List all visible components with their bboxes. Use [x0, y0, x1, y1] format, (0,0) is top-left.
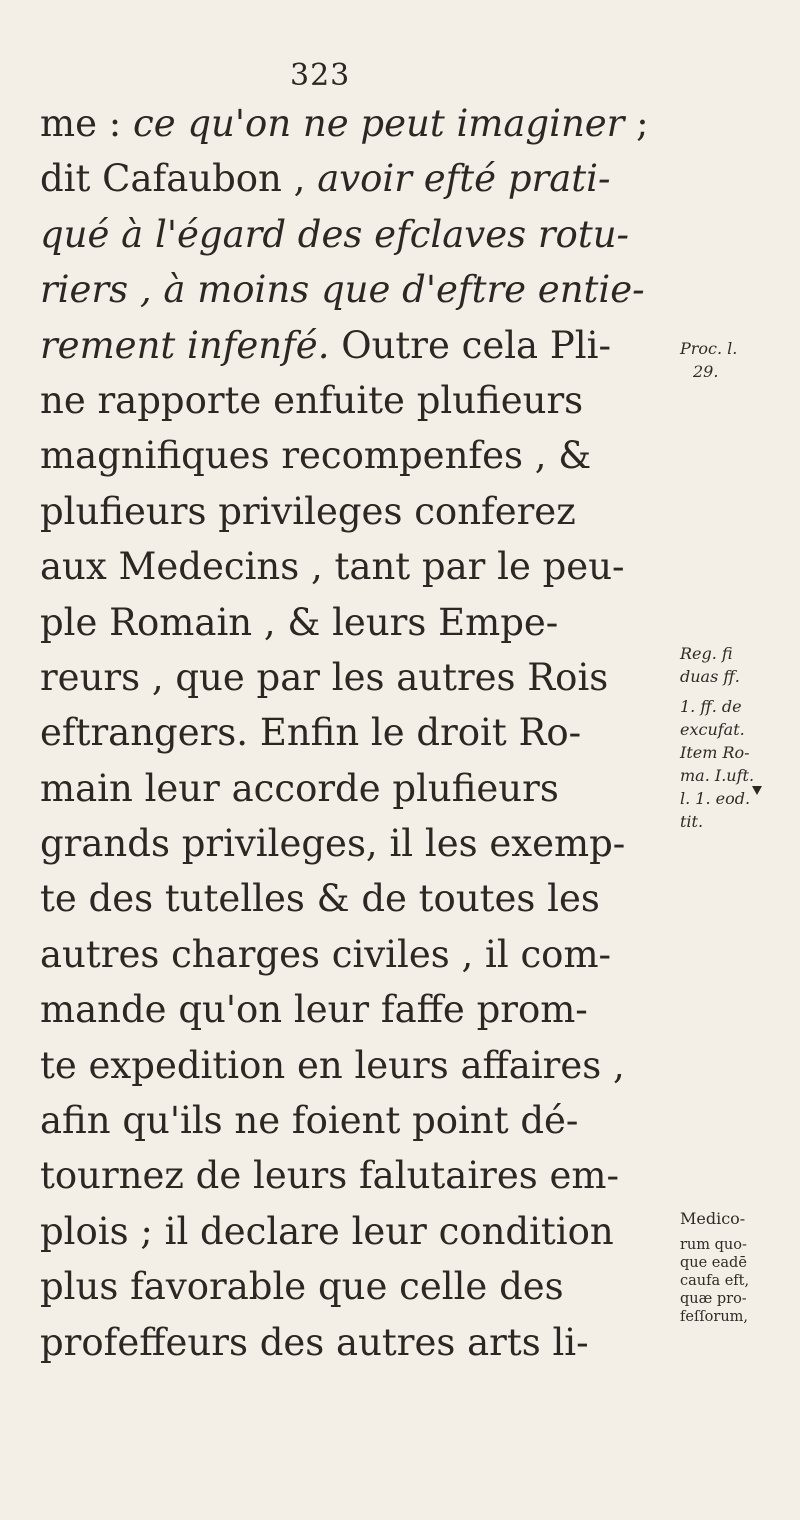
roman-text: ple Romain , & leurs Empe- [40, 600, 559, 644]
printer-mark-icon [752, 786, 762, 795]
text-line [40, 484, 680, 539]
text-line [40, 151, 680, 206]
text-line [40, 207, 680, 262]
page-number: 323 [290, 58, 351, 93]
roman-text: plufieurs privileges conferez [40, 489, 576, 533]
margin-note: rum quo- [680, 1237, 747, 1253]
margin-note: caufa eft, [680, 1273, 750, 1289]
text-line [40, 982, 680, 1037]
roman-text: plus favorable que celle des [40, 1265, 564, 1309]
text-line [40, 1315, 680, 1370]
margin-note: Reg. fi [680, 644, 733, 663]
text-line [40, 1093, 680, 1148]
text-line [40, 1038, 680, 1093]
italic-text: qué à l'égard des efclaves rotu- [40, 212, 630, 256]
margin-note: 29. [693, 362, 719, 381]
italic-text: rement infenfé. [40, 323, 330, 367]
roman-text: eftrangers. Enfin le droit Ro- [40, 711, 582, 755]
roman-text: reurs , que par les autres Rois [40, 655, 609, 699]
text-line [40, 539, 680, 594]
roman-text: te des tutelles & de toutes les [40, 877, 600, 921]
text-line [40, 318, 680, 373]
roman-text: ne rapporte enfuite plufieurs [40, 378, 584, 422]
text-line [40, 927, 680, 982]
margin-note: feſſorum, [680, 1309, 749, 1325]
text-line [40, 1259, 680, 1314]
roman-text: Outre cela Pli- [329, 323, 611, 367]
text-line [40, 705, 680, 760]
text-line [40, 816, 680, 871]
roman-text: autres charges civiles , il com- [40, 932, 612, 976]
text-line [40, 595, 680, 650]
text-line [40, 96, 680, 151]
roman-text: tournez de leurs falutaires em- [40, 1154, 619, 1198]
roman-text: magnifiques recompenfes , & [40, 434, 592, 478]
margin-note: que eadē [680, 1255, 747, 1271]
text-line [40, 262, 680, 317]
margin-note: tit. [680, 812, 704, 831]
roman-text: plois ; il declare leur condition [40, 1209, 614, 1253]
roman-text: ; [624, 102, 649, 145]
roman-text: afin qu'ils ne foient point dé- [40, 1099, 579, 1143]
margin-note: 1. ff. de [680, 697, 742, 716]
roman-text: dit Cafaubon , [40, 157, 318, 201]
text-line [40, 871, 680, 926]
text-line [40, 1148, 680, 1203]
margin-note: Proc. l. [680, 339, 738, 358]
margin-note: Medico- [680, 1209, 746, 1228]
text-line [40, 1204, 680, 1259]
italic-text: avoir efté prati- [317, 157, 611, 201]
roman-text: main leur accorde plufieurs [40, 766, 559, 810]
margin-note: Item Ro- [680, 743, 750, 762]
text-line [40, 650, 680, 705]
roman-text: grands privileges, il les exemp- [40, 822, 626, 866]
text-line [40, 428, 680, 483]
roman-text: profeffeurs des autres arts li- [40, 1320, 589, 1364]
margin-note: duas ff. [680, 667, 740, 686]
text-line [40, 761, 680, 816]
italic-text: ce qu'on ne peut imaginer [132, 102, 625, 145]
roman-text: aux Medecins , tant par le peu- [40, 545, 625, 589]
text-line [40, 373, 680, 428]
margin-note: l. 1. eod. [680, 789, 751, 808]
roman-text: te expedition en leurs affaires , [40, 1043, 625, 1087]
margin-note: quæ pro- [680, 1291, 747, 1307]
roman-text: mande qu'on leur faffe prom- [40, 988, 588, 1032]
margin-note: ma. I.uft. [680, 766, 755, 785]
roman-text: me : [40, 102, 133, 145]
margin-note: excufat. [680, 720, 745, 739]
italic-text: riers , à moins que d'eftre entie- [40, 268, 645, 312]
body-text [40, 96, 680, 1370]
